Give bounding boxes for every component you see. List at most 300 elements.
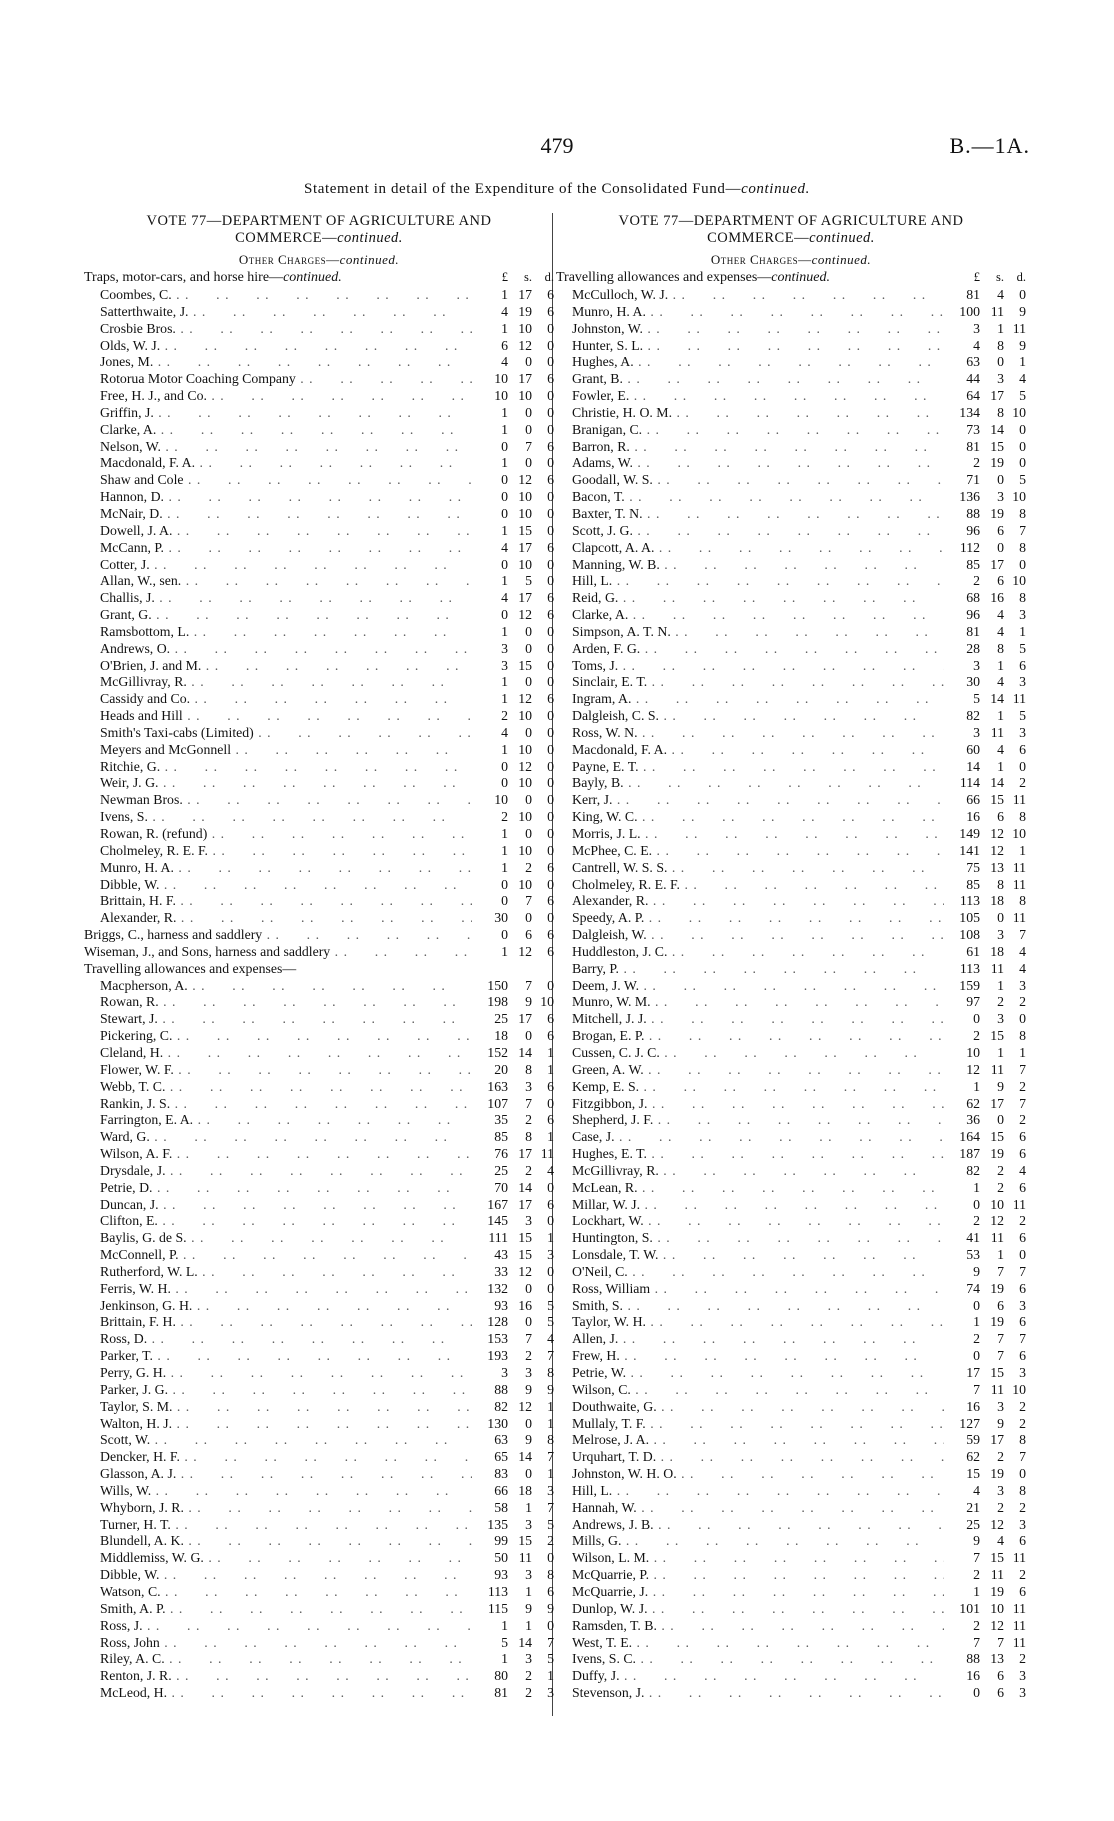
amount-pence: 0: [547, 775, 554, 791]
amount-pence: 0: [547, 505, 554, 521]
amount-shillings: 0: [525, 724, 532, 740]
amount-pence: 0: [547, 556, 554, 572]
amount-pounds: 3: [501, 657, 508, 673]
amount-pence: 8: [1019, 590, 1026, 606]
amount-pence: 0: [1019, 1011, 1026, 1027]
amount-pounds: 145: [487, 1213, 508, 1229]
payee-name: Macpherson, A. . .: [84, 978, 472, 995]
ledger-row: [84, 1500, 554, 1517]
amount-pence: 3: [547, 1685, 554, 1701]
payee-name: Munro, H. A. . .: [556, 304, 944, 321]
payee-name: Glasson, A. J. . .: [84, 1466, 472, 1483]
amount-pounds: 3: [973, 724, 980, 740]
amount-shillings: 7: [997, 1348, 1004, 1364]
payee-name: Rotorua Motor Coaching Company . .: [84, 371, 472, 388]
ledger-row: [84, 388, 554, 405]
pence-header: d.: [544, 270, 554, 284]
amount-pounds: 115: [487, 1600, 508, 1616]
amount-pence: 1: [547, 1061, 554, 1077]
amount-pence: 2: [1019, 1112, 1026, 1128]
amount-pounds: 0: [973, 1685, 980, 1701]
amount-shillings: 0: [525, 421, 532, 437]
payee-name: Crosbie Bros. . .: [84, 321, 472, 338]
amount-pounds: 1: [501, 1651, 508, 1667]
amount-pounds: 152: [487, 1044, 508, 1060]
ledger-row: [84, 658, 554, 675]
amount-shillings: 12: [990, 1213, 1004, 1229]
ledger-row: [556, 439, 1026, 456]
payee-name: Manning, W. B. . .: [556, 557, 944, 574]
amount-shillings: 11: [990, 1061, 1004, 1077]
amount-pounds: 167: [487, 1196, 508, 1212]
amount-shillings: 0: [997, 539, 1004, 555]
amount-shillings: 4: [997, 674, 1004, 690]
ledger-row: [556, 1500, 1026, 1517]
document-reference: B.—1A.: [949, 133, 1030, 158]
amount-pence: 10: [1012, 489, 1026, 505]
amount-pence: 6: [1019, 1146, 1026, 1162]
amount-pounds: 25: [494, 1011, 508, 1027]
ledger-row: [556, 1011, 1026, 1028]
amount-pounds: 61: [966, 943, 980, 959]
vote-heading-line1: VOTE 77—DEPARTMENT OF AGRICULTURE AND: [618, 213, 964, 229]
ledger-row: [556, 1432, 1026, 1449]
amount-shillings: 17: [990, 388, 1004, 404]
ledger-row: [84, 1567, 554, 1584]
amount-shillings: 2: [525, 1162, 532, 1178]
amount-pence: 0: [547, 741, 554, 757]
amount-pounds: 76: [494, 1146, 508, 1162]
amount-pounds: 88: [966, 505, 980, 521]
amount-pounds: 149: [959, 826, 980, 841]
amount-pence: 6: [547, 438, 554, 454]
payee-name: Arden, F. G. . .: [556, 641, 944, 658]
amount-pence: 7: [1019, 927, 1026, 943]
ledger-row: [84, 1062, 554, 1079]
amount-pounds: 10: [494, 371, 508, 387]
payee-name: Rankin, J. S. . .: [84, 1096, 472, 1113]
amount-pence: 10: [540, 994, 554, 1010]
amount-shillings: 15: [990, 1028, 1004, 1044]
entry-list: [556, 287, 1026, 1702]
payee-name: Ross, W. N. . .: [556, 725, 944, 742]
payee-name: Shaw and Cole . .: [84, 472, 472, 489]
amount-pence: 4: [1019, 371, 1026, 387]
payee-name: Ramsden, T. B. . .: [556, 1618, 944, 1635]
amount-pence: 3: [1019, 977, 1026, 993]
amount-shillings: 10: [990, 1600, 1004, 1616]
amount-pounds: 105: [959, 910, 980, 926]
payee-name: McQuarrie, J. . .: [556, 1584, 944, 1601]
ledger-row: [84, 472, 554, 489]
ledger-row: [84, 1011, 554, 1028]
amount-pounds: 0: [973, 1196, 980, 1212]
ledger-row: [556, 1635, 1026, 1652]
amount-pence: 0: [547, 977, 554, 993]
ledger-row: [556, 1348, 1026, 1365]
amount-pence: 8: [547, 1432, 554, 1448]
amount-pounds: 63: [494, 1432, 508, 1448]
amount-pounds: 3: [501, 640, 508, 656]
amount-pounds: 5: [973, 691, 980, 707]
payee-name: Millar, W. J. . .: [556, 1197, 944, 1214]
amount-shillings: 3: [525, 1516, 532, 1532]
amount-pounds: 3: [973, 657, 980, 673]
amount-pence: 7: [547, 1348, 554, 1364]
payee-name: Baxter, T. N. . .: [556, 506, 944, 523]
ledger-row: [84, 321, 554, 338]
ledger-row: [84, 809, 554, 826]
amount-shillings: 17: [990, 1095, 1004, 1111]
amount-shillings: 19: [990, 1314, 1004, 1330]
ledger-row: [84, 1331, 554, 1348]
ledger-row: [84, 826, 554, 843]
page-number: 479: [540, 133, 574, 158]
amount-shillings: 2: [997, 994, 1004, 1010]
amount-pounds: 5: [501, 1634, 508, 1650]
amount-pence: 8: [1019, 505, 1026, 521]
payee-name: Macdonald, F. A. . .: [84, 455, 472, 472]
payee-name: Baylis, G. de S. . .: [84, 1230, 472, 1247]
payee-name: McGillivray, R. . .: [84, 674, 472, 691]
amount-pounds: 7: [973, 1550, 980, 1566]
ledger-row: [84, 742, 554, 759]
amount-pence: 11: [1012, 859, 1026, 875]
payee-name: Mitchell, J. J. . .: [556, 1011, 944, 1028]
payee-name: Ramsbottom, L. . .: [84, 624, 472, 641]
amount-shillings: 12: [990, 842, 1004, 858]
amount-pence: 0: [1019, 556, 1026, 572]
amount-pounds: 2: [973, 1331, 980, 1347]
amount-shillings: 2: [997, 1179, 1004, 1195]
amount-pounds: 9: [973, 1263, 980, 1279]
amount-shillings: 12: [518, 943, 532, 959]
payee-name: O'Brien, J. and M. . .: [84, 658, 472, 675]
amount-pence: 11: [1012, 876, 1026, 892]
payee-name: Farrington, E. A. . .: [84, 1112, 472, 1129]
amount-pence: 3: [547, 1247, 554, 1263]
amount-shillings: 0: [525, 792, 532, 808]
payee-name: Ivens, S. . .: [84, 809, 472, 826]
payee-name: Wiseman, J., and Sons, harness and saddlery . .: [84, 944, 472, 961]
ledger-row: [84, 927, 554, 944]
amount-pence: 9: [1019, 303, 1026, 319]
payee-name: Hill, L. . .: [556, 573, 944, 590]
payee-name: Ross, William . .: [556, 1281, 944, 1298]
ledger-row: [556, 1264, 1026, 1281]
amount-shillings: 1: [525, 1583, 532, 1599]
payee-name: Dunlop, W. J. . .: [556, 1601, 944, 1618]
amount-pence: 8: [547, 1567, 554, 1583]
amount-shillings: 4: [997, 623, 1004, 639]
amount-shillings: 11: [990, 1567, 1004, 1583]
payee-name: Dibble, W. . .: [84, 1567, 472, 1584]
amount-shillings: 9: [525, 1600, 532, 1616]
section-title: Travelling allowances and expenses—continued.: [556, 270, 830, 285]
amount-pounds: 2: [973, 1028, 980, 1044]
amount-pounds: 7: [973, 1634, 980, 1650]
amount-pence: 0: [547, 792, 554, 808]
amount-pounds: 0: [501, 438, 508, 454]
amount-pence: 0: [547, 1617, 554, 1633]
amount-pounds: 107: [487, 1095, 508, 1111]
ledger-row: [556, 994, 1026, 1011]
payee-name: Macdonald, F. A. . .: [556, 742, 944, 759]
payee-name: Stevenson, J. . .: [556, 1685, 944, 1702]
amount-pence: 3: [1019, 1297, 1026, 1313]
ledger-row: [84, 1180, 554, 1197]
amount-pence: 0: [547, 826, 554, 841]
ledger-row: [84, 1197, 554, 1214]
amount-pounds: 3: [973, 320, 980, 336]
amount-pounds: 60: [966, 741, 980, 757]
vote-heading: [556, 213, 1026, 247]
amount-pounds: 2: [501, 809, 508, 825]
amount-pounds: 43: [494, 1247, 508, 1263]
amount-shillings: 16: [990, 590, 1004, 606]
amount-pounds: 1: [973, 1583, 980, 1599]
amount-shillings: 10: [518, 876, 532, 892]
amount-shillings: 6: [525, 927, 532, 943]
amount-pounds: 4: [973, 1482, 980, 1498]
ledger-row: [556, 1062, 1026, 1079]
payee-name: Whyborn, J. R. . .: [84, 1500, 472, 1517]
payee-name: McConnell, P. . .: [84, 1247, 472, 1264]
amount-pence: 0: [547, 623, 554, 639]
amount-pounds: 85: [966, 556, 980, 572]
amount-pounds: 3: [501, 1365, 508, 1380]
ledger-row: [556, 1533, 1026, 1550]
amount-shillings: 17: [518, 590, 532, 606]
ledger-row: [556, 1163, 1026, 1180]
amount-shillings: 7: [997, 1263, 1004, 1279]
amount-pounds: 85: [494, 1129, 508, 1145]
amount-pounds: 30: [966, 674, 980, 690]
payee-name: Fitzgibbon, J. . .: [556, 1096, 944, 1113]
payee-name: Parker, T. . .: [84, 1348, 472, 1365]
amount-pounds: 164: [959, 1129, 980, 1145]
payee-name: Challis, J. . .: [84, 590, 472, 607]
amount-shillings: 14: [990, 775, 1004, 791]
payee-name: Dencker, H. F. . .: [84, 1449, 472, 1466]
amount-pence: 6: [1019, 657, 1026, 673]
amount-pence: 6: [547, 691, 554, 707]
amount-pounds: 80: [494, 1668, 508, 1684]
amount-shillings: 5: [525, 573, 532, 589]
amount-pence: 7: [1019, 522, 1026, 538]
ledger-row: [556, 708, 1026, 725]
ledger-row: [556, 557, 1026, 574]
amount-pounds: 36: [966, 1112, 980, 1128]
amount-shillings: 3: [997, 489, 1004, 505]
amount-shillings: 12: [518, 337, 532, 353]
amount-pence: 2: [1019, 1213, 1026, 1229]
payee-name: Middlemiss, W. G. . .: [84, 1550, 472, 1567]
amount-pounds: 63: [966, 354, 980, 370]
amount-pence: 11: [1012, 1600, 1026, 1616]
amount-pence: 1: [547, 1466, 554, 1482]
payee-name: McLean, R. . .: [556, 1180, 944, 1197]
payee-name: Watson, C. . .: [84, 1584, 472, 1601]
amount-pounds: 112: [959, 539, 980, 555]
ledger-row: [84, 725, 554, 742]
ledger-row: [556, 860, 1026, 877]
payee-name: McCulloch, W. J. . .: [556, 287, 944, 304]
ledger-row: [556, 1365, 1026, 1382]
amount-pounds: 0: [973, 1297, 980, 1313]
payee-name: Andrews, O. . .: [84, 641, 472, 658]
amount-shillings: 7: [525, 977, 532, 993]
ledger-row: [84, 708, 554, 725]
payee-name: Jenkinson, G. H. . .: [84, 1298, 472, 1315]
amount-pence: 0: [547, 842, 554, 858]
ledger-row: [556, 1399, 1026, 1416]
amount-pounds: 1: [501, 455, 508, 471]
payee-name: Turner, H. T. . .: [84, 1517, 472, 1534]
ledger-row: [84, 371, 554, 388]
payee-name: Wilson, A. F. . .: [84, 1146, 472, 1163]
payee-name: Meyers and McGonnell . .: [84, 742, 472, 759]
amount-pence: 6: [547, 472, 554, 488]
ledger-row: [556, 1668, 1026, 1685]
amount-pence: 11: [1012, 320, 1026, 336]
payee-name: Cleland, H. . .: [84, 1045, 472, 1062]
ledger-row: [84, 1635, 554, 1652]
payee-name: Petrie, D. . .: [84, 1180, 472, 1197]
payee-name: Lockhart, W. . .: [556, 1213, 944, 1230]
amount-shillings: 3: [997, 1398, 1004, 1414]
amount-shillings: 14: [518, 1634, 532, 1650]
payee-name: Drysdale, J. . .: [84, 1163, 472, 1180]
amount-pounds: 1: [501, 1617, 508, 1633]
amount-pounds: 1: [501, 573, 508, 589]
amount-pence: 6: [547, 943, 554, 959]
ledger-row: [84, 893, 554, 910]
amount-shillings: 9: [997, 1415, 1004, 1431]
amount-shillings: 11: [990, 1381, 1004, 1397]
entry-list: [84, 287, 554, 1702]
payee-name: Olds, W. J. . .: [84, 338, 472, 355]
pence-header: d.: [1016, 270, 1026, 284]
amount-pounds: 81: [966, 287, 980, 302]
vote-heading-line2: COMMERCE—continued.: [707, 230, 875, 246]
amount-shillings: 15: [990, 1550, 1004, 1566]
amount-pounds: 193: [487, 1348, 508, 1364]
payee-name: Clifton, E. . .: [84, 1213, 472, 1230]
amount-shillings: 11: [990, 303, 1004, 319]
amount-shillings: 18: [990, 893, 1004, 909]
amount-pounds: 18: [494, 1028, 508, 1044]
amount-pence: 1: [1019, 1044, 1026, 1060]
payee-name: Speedy, A. P. . .: [556, 910, 944, 927]
amount-pounds: 4: [501, 590, 508, 606]
amount-shillings: 10: [518, 741, 532, 757]
amount-pounds: 14: [966, 758, 980, 774]
payee-name: Stewart, J. . .: [84, 1011, 472, 1028]
amount-pence: 6: [1019, 741, 1026, 757]
payee-name: Satterthwaite, J. . .: [84, 304, 472, 321]
payee-name: Johnston, W. H. O. . .: [556, 1466, 944, 1483]
amount-shillings: 8: [525, 1061, 532, 1077]
amount-shillings: 17: [518, 371, 532, 387]
amount-shillings: 9: [997, 1078, 1004, 1094]
amount-pounds: 1: [501, 842, 508, 858]
amount-shillings: 0: [997, 354, 1004, 370]
amount-pounds: 93: [494, 1297, 508, 1313]
amount-pence: 2: [1019, 1415, 1026, 1431]
ledger-row: [84, 877, 554, 894]
ledger-row: [84, 1348, 554, 1365]
amount-shillings: 3: [997, 1011, 1004, 1027]
charges-heading: Other Charges—continued.: [238, 252, 400, 267]
ledger-row: [84, 405, 554, 422]
amount-pence: 0: [547, 388, 554, 404]
amount-shillings: 1: [997, 708, 1004, 724]
ledger-row: [556, 927, 1026, 944]
ledger-row: [556, 1685, 1026, 1702]
ledger-row: [84, 1651, 554, 1668]
ledger-row: [556, 1584, 1026, 1601]
payee-name: Rutherford, W. L. . .: [84, 1264, 472, 1281]
ledger-row: [84, 1584, 554, 1601]
section-header: [84, 270, 554, 287]
amount-shillings: 15: [990, 1129, 1004, 1145]
amount-pence: 2: [1019, 1651, 1026, 1667]
amount-shillings: 12: [990, 1516, 1004, 1532]
amount-pounds: 101: [959, 1600, 980, 1616]
amount-shillings: 10: [518, 556, 532, 572]
payee-name: Rowan, R. (refund) . .: [84, 826, 472, 843]
ledger-row: [84, 624, 554, 641]
amount-pounds: 0: [501, 556, 508, 572]
amount-shillings: 2: [525, 859, 532, 875]
amount-pence: 7: [547, 1634, 554, 1650]
amount-shillings: 10: [518, 708, 532, 724]
amount-pence: 0: [1019, 287, 1026, 302]
amount-pence: 1: [1019, 623, 1026, 639]
amount-pounds: 1: [501, 741, 508, 757]
amount-pounds: 41: [966, 1230, 980, 1246]
amount-shillings: 0: [525, 455, 532, 471]
payee-name: Lonsdale, T. W. . .: [556, 1247, 944, 1264]
ledger-row: [556, 1298, 1026, 1315]
ledger-row: [556, 1146, 1026, 1163]
amount-shillings: 2: [525, 1348, 532, 1364]
payee-name: Travelling allowances and expenses—: [84, 960, 297, 976]
ledger-row: [556, 826, 1026, 843]
amount-pence: 1: [1019, 842, 1026, 858]
amount-shillings: 6: [997, 809, 1004, 825]
ledger-row: [556, 759, 1026, 776]
payee-name: Deem, J. W. . .: [556, 978, 944, 995]
payee-name: Ross, D. . .: [84, 1331, 472, 1348]
amount-pounds: 159: [959, 977, 980, 993]
payee-name: Wilson, C. . .: [556, 1382, 944, 1399]
ledger-row: [84, 1432, 554, 1449]
payee-name: McPhee, C. E. . .: [556, 843, 944, 860]
payee-name: Alexander, R. . .: [84, 910, 472, 927]
payee-name: Griffin, J. . .: [84, 405, 472, 422]
payee-name: Douthwaite, G. . .: [556, 1399, 944, 1416]
amount-shillings: 4: [997, 287, 1004, 302]
payee-name: Clapcott, A. A. . .: [556, 540, 944, 557]
ledger-row: [556, 1449, 1026, 1466]
ledger-row: [556, 1079, 1026, 1096]
amount-pounds: 35: [494, 1112, 508, 1128]
payee-name: Munro, W. M. . .: [556, 994, 944, 1011]
ledger-row: [84, 843, 554, 860]
payee-name: Duncan, J. . .: [84, 1197, 472, 1214]
